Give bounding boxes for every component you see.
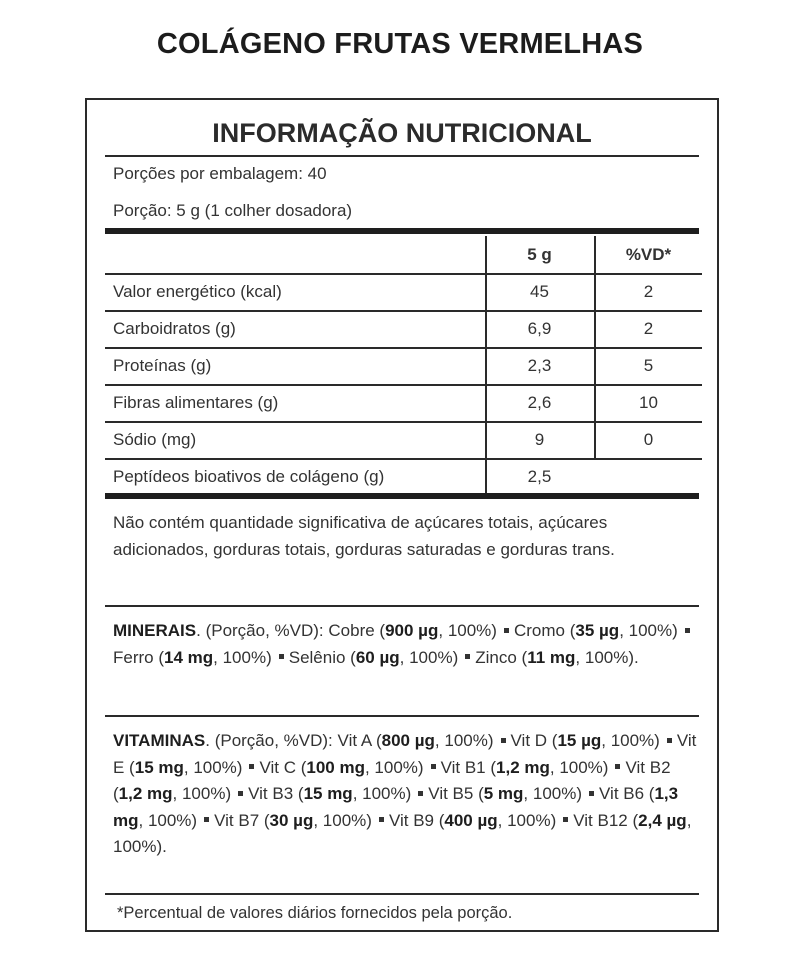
bullet-separator <box>563 817 568 822</box>
vitamin-name: Vit C ( <box>259 757 307 777</box>
column-header-amount: 5 g <box>527 245 552 264</box>
minerals-title: MINERAIS <box>113 621 197 640</box>
nutrient-dv: 2 <box>643 319 654 338</box>
nutrition-label <box>85 98 719 932</box>
mineral-name: Zinco ( <box>475 647 528 667</box>
nutrient-dv: 10 <box>639 393 658 412</box>
vitamin-amount: 15 µg <box>557 731 602 750</box>
vitamin-amount: 15 mg <box>303 784 353 803</box>
minerals-section <box>113 618 697 671</box>
mineral-item <box>113 648 272 667</box>
bullet-separator <box>589 791 594 796</box>
bullet-separator <box>279 654 284 659</box>
nutrient-name: Sódio (mg) <box>113 430 197 449</box>
vitamin-dv: , 100%) <box>183 757 243 777</box>
vitamins-section <box>113 728 697 861</box>
vitamin-name: Vit B5 ( <box>428 784 484 803</box>
table-header-row <box>105 236 702 275</box>
divider-thick <box>105 228 699 234</box>
vitamin-amount: 400 µg <box>444 810 498 830</box>
nutrient-name: Carboidratos (g) <box>113 319 236 338</box>
column-header-dv: %VD* <box>625 245 672 264</box>
mineral-item <box>475 648 638 667</box>
vitamin-amount: 2,4 µg <box>638 810 687 830</box>
vitamin-name: Vit B7 ( <box>214 810 270 830</box>
table-row <box>105 384 702 423</box>
table-row <box>105 310 702 349</box>
vitamin-dv: , 100%) <box>313 810 372 830</box>
vitamin-name: Vit B2 ( <box>113 757 671 803</box>
vitamin-amount: 1,3 mg <box>113 784 679 830</box>
mineral-name: Cobre ( <box>328 621 386 640</box>
not-significant-note: Não contém quantidade significativa de açúcares totais, açúcares adicionados, gorduras totais, gorduras saturadas e gorduras trans. <box>113 513 615 559</box>
table-row <box>105 458 702 495</box>
vitamin-dv: , 100%) <box>364 757 424 777</box>
vitamins-title: VITAMINAS <box>113 731 206 750</box>
bullet-separator <box>615 764 620 769</box>
bullet-separator <box>379 817 384 822</box>
bullet-separator <box>204 817 209 822</box>
bullet-separator <box>465 654 470 659</box>
mineral-amount: 60 µg <box>355 647 400 667</box>
vitamin-name: Vit B12 ( <box>573 810 639 830</box>
minerals-header: . (Porção, %VD): <box>196 621 324 640</box>
bullet-separator <box>504 628 509 633</box>
vitamin-dv: , 100%) <box>549 757 609 777</box>
mineral-amount: 900 µg <box>385 621 439 640</box>
mineral-amount: 35 µg <box>575 621 620 640</box>
mineral-dv: , 100%) <box>399 647 459 667</box>
nutrient-amount: 9 <box>534 430 545 449</box>
label-heading: INFORMAÇÃO NUTRICIONAL <box>212 118 592 148</box>
table-row <box>105 273 702 312</box>
nutrient-name: Fibras alimentares (g) <box>113 393 279 412</box>
vitamin-dv: , 100%) <box>138 810 198 830</box>
nutrient-amount: 45 <box>530 282 549 301</box>
vitamin-name: Vit B9 ( <box>388 810 445 830</box>
vitamin-amount: 15 mg <box>134 757 184 777</box>
column-divider <box>485 236 487 495</box>
vitamin-dv: , 100%) <box>601 731 660 750</box>
bullet-separator <box>501 738 506 743</box>
vitamins-header: . (Porção, %VD): <box>205 731 333 750</box>
vitamin-amount: 800 µg <box>381 731 435 750</box>
nutrient-dv: 0 <box>643 430 654 449</box>
vitamin-amount: 30 µg <box>269 810 314 830</box>
column-divider <box>594 236 596 458</box>
bullet-separator <box>418 791 423 796</box>
vitamin-name: Vit A ( <box>337 731 382 750</box>
nutrient-amount: 2,3 <box>527 356 552 375</box>
nutrient-dv <box>595 458 702 495</box>
table-row <box>105 421 702 460</box>
mineral-name: Cromo ( <box>513 621 576 640</box>
bullet-separator <box>431 764 436 769</box>
nutrient-dv: 5 <box>643 356 654 375</box>
mineral-dv: , 100%) <box>619 621 678 640</box>
vitamin-item <box>259 758 423 777</box>
divider <box>105 605 699 607</box>
product-title: COLÁGENO FRUTAS VERMELHAS <box>156 28 644 60</box>
vitamin-dv: , 100%) <box>434 731 494 750</box>
mineral-dv: , 100%) <box>438 621 497 640</box>
bullet-separator <box>685 628 690 633</box>
vitamin-item <box>441 758 609 777</box>
vitamin-item <box>428 784 582 803</box>
mineral-item <box>514 621 678 640</box>
divider <box>105 155 699 157</box>
nutrient-amount: 2,5 <box>527 467 552 486</box>
vitamin-item <box>248 784 411 803</box>
vitamin-amount: 5 mg <box>483 784 524 803</box>
vitamin-dv: , 100%) <box>497 810 557 830</box>
nutrient-amount: 2,6 <box>527 393 552 412</box>
vitamin-name: Vit B1 ( <box>440 757 497 777</box>
nutrient-dv: 2 <box>643 282 654 301</box>
divider <box>105 893 699 895</box>
nutrient-name: Peptídeos bioativos de colágeno (g) <box>113 467 385 486</box>
vitamin-amount: 1,2 mg <box>496 757 550 777</box>
divider-thick <box>105 493 699 499</box>
vitamin-amount: 1,2 mg <box>118 784 173 803</box>
vitamin-item <box>511 731 660 750</box>
serving-size: Porção: 5 g (1 colher dosadora) <box>113 201 353 220</box>
vitamin-name: Vit E ( <box>113 731 697 777</box>
vitamin-item <box>338 731 494 750</box>
mineral-name: Selênio ( <box>288 647 356 667</box>
vitamin-amount: 100 mg <box>306 757 365 777</box>
nutrient-name: Proteínas (g) <box>113 356 212 375</box>
bullet-separator <box>249 764 254 769</box>
vitamin-name: Vit B6 ( <box>599 784 655 803</box>
nutrient-name: Valor energético (kcal) <box>113 282 282 301</box>
vitamin-item <box>214 811 372 830</box>
footnote: *Percentual de valores diários fornecidos pela porção. <box>117 904 513 922</box>
vitamin-dv: , 100%) <box>172 784 232 803</box>
mineral-dv: , 100%). <box>575 647 639 667</box>
divider <box>105 715 699 717</box>
vitamin-dv: , 100%) <box>352 784 412 803</box>
table-row <box>105 347 702 386</box>
vitamin-item <box>389 811 556 830</box>
mineral-item <box>328 621 497 640</box>
nutrient-amount: 6,9 <box>527 319 552 338</box>
bullet-separator <box>238 791 243 796</box>
servings-per-package: Porções por embalagem: 40 <box>113 164 327 183</box>
mineral-item <box>289 648 459 667</box>
vitamin-dv: , 100%). <box>113 810 692 856</box>
vitamin-dv: , 100%) <box>523 784 583 803</box>
mineral-dv: , 100%) <box>213 647 272 667</box>
mineral-name: Ferro ( <box>113 647 164 667</box>
bullet-separator <box>667 738 672 743</box>
mineral-amount: 14 mg <box>164 647 214 667</box>
vitamin-name: Vit D ( <box>510 731 558 750</box>
vitamin-name: Vit B3 ( <box>248 784 304 803</box>
mineral-amount: 11 mg <box>527 647 576 667</box>
